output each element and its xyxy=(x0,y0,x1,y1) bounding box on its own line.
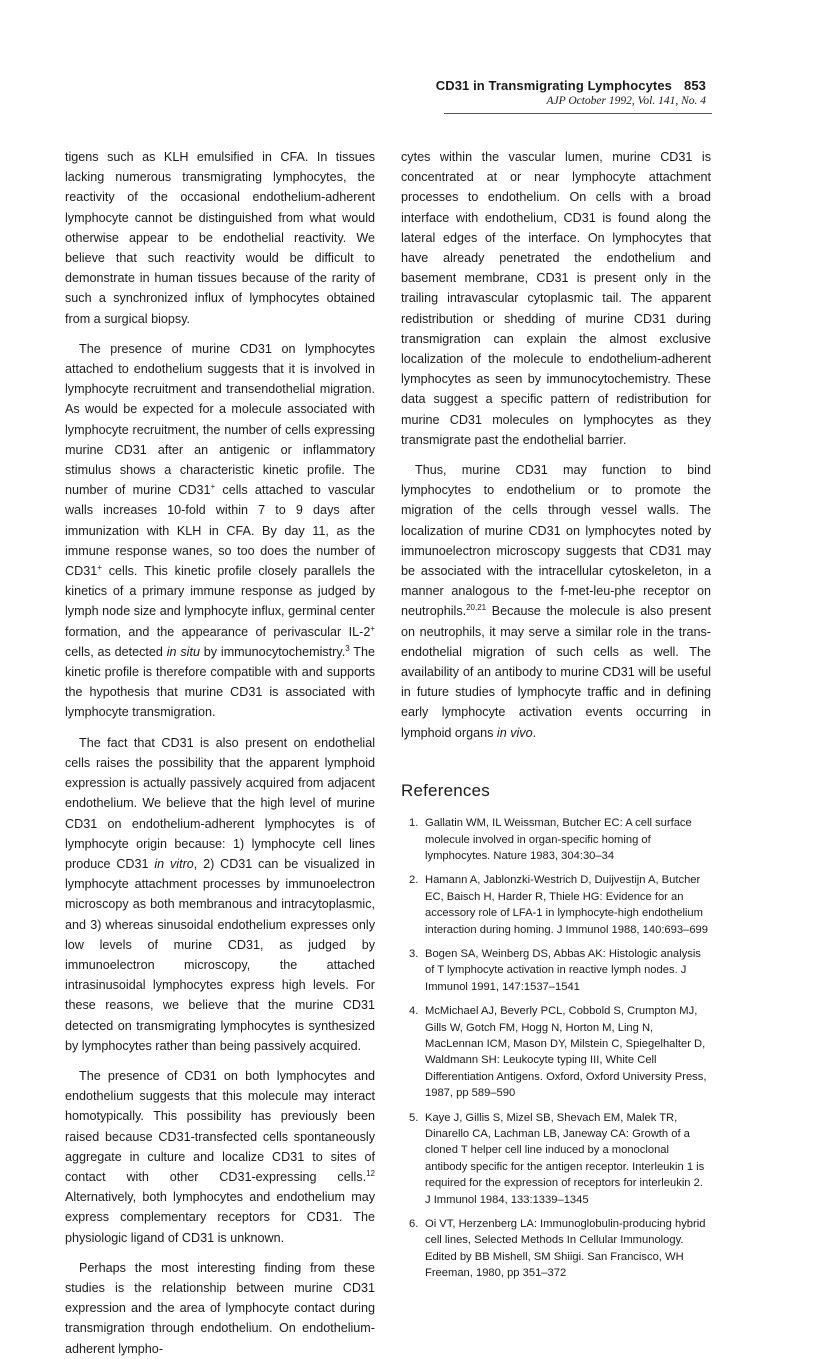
paragraph: The presence of murine CD31 on lymphocytes attached to endothelium suggests that it is involved in lymphocyte recruitment and transendothelial migration. As would be expected for a molecule associated with lymphocyte recruitment, the number of cells expressing murine CD31 after an antigenic or inflammatory stimulus shows a characteristic kinetic profile. The number of murine CD31+ cells attached to vascular walls increases 10-fold within 7 to 9 days after immunization with KLH in CFA. By day 11, as the immune response wanes, so too does the number of CD31+ cells. This kinetic profile closely parallels the kinetics of a primary immune response as judged by lymph node size and lymphocyte influx, germinal center formation, and the appearance of perivascular IL-2+ cells, as detected in situ by immunocytochemistry.$^3$ The kinetic profile is therefore compatible with and supports the hypothesis that murine CD31 is associated with lymphocyte transmigration. xyxy=(65,341,375,720)
header-rule xyxy=(444,113,712,114)
paragraph: tigens such as KLH emulsified in CFA. In tissues lacking numerous transmigrating lymphocytes, the reactivity of the occasional endothelium-adherent lymphocyte cannot be distinguished from what would otherwise appear to be endothelial reactivity. We believe that such reactivity would be difficult to demonstrate in human tissues because of the rarity of such a synchronized influx of lymphocytes obtained from a surgical biopsy. xyxy=(65,150,375,326)
references-heading: References xyxy=(401,780,490,800)
reference-item: 2. Hamann A, Jablonzki-Westrich D, Duijvestijn A, Butcher EC, Baisch H, Harder R, Thiele HG: Evidence for an accessory role of LFA-1 in lymphocyte-high endothelium interaction during homing. J Immunol 1988, 140:693–699 xyxy=(409,874,708,936)
reference-item: 6. Oi VT, Herzenberg LA: Immunoglobulin-producing hybrid cell lines, Selected Methods In Cellular Immunology. Edited by BB Mishell, SM Shiigi. San Francisco, WH Freeman, 1980, pp 351–372 xyxy=(409,1218,706,1280)
paragraph: cytes within the vascular lumen, murine CD31 is concentrated at or near lymphocyte attachment processes to endothelium. On cells with a broad interface with endothelium, CD31 is found along the lateral edges of the interface. On lymphocytes that have already penetrated the endothelium and basement membrane, CD31 is present only in the trailing intravascular cytoplasmic tail. The apparent redistribution or shedding of murine CD31 during transmigration can explain the almost exclusive localization of the molecule to endothelium-adherent lymphocytes as seen by immunocytochemistry. These data suggest a specific pattern of redistribution for murine CD31 molecules on lymphocytes as they transmigrate past the endothelial barrier. xyxy=(401,150,711,447)
reference-item: 1. Gallatin WM, IL Weissman, Butcher EC: A cell surface molecule involved in organ-specific homing of lymphocytes. Nature 1983, 304:30–34 xyxy=(409,817,692,862)
reference-item: 5. Kaye J, Gillis S, Mizel SB, Shevach EM, Malek TR, Dinarello CA, Lachman LB, Janeway CA: Growth of a cloned T helper cell line induced by a monoclonal antibody specific for the antigen receptor. Interleukin 1 is required for the expression of receptors for interleukin 2. J Immunol 1984, 133:1339–1345 xyxy=(409,1111,705,1206)
reference-item: 4. McMichael AJ, Beverly PCL, Cobbold S, Crumpton MJ, Gills W, Gotch FM, Hogg N, Horton M, Ling N, MacLennan ICM, Mason DY, Milstein C, Spiegelhalter D, Waldmann SH: Leukocyte typing III, White Cell Differentiation Antigens. Oxford, Oxford University Press, 1987, pp 589–590 xyxy=(409,1005,707,1100)
running-title: CD31 in Transmigrating Lymphocytes xyxy=(435,78,672,93)
paragraph: Perhaps the most interesting finding from these studies is the relationship between murine CD31 expression and the area of lymphocyte contact during transmigration through endothelium. On endothelium-adherent lympho- xyxy=(65,1260,375,1356)
journal-citation: AJP October 1992, Vol. 141, No. 4 xyxy=(546,95,706,107)
running-header xyxy=(436,78,706,107)
running-title-line xyxy=(436,78,706,93)
reference-item: 3. Bogen SA, Weinberg DS, Abbas AK: Histologic analysis of T lymphocyte activation in reactive lymph nodes. J Immunol 1991, 147:1537–1541 xyxy=(409,947,701,993)
paragraph: The presence of CD31 on both lymphocytes and endothelium suggests that this molecule may interact homotypically. This possibility has previously been raised because CD31-transfected cells spontaneously aggregate in culture and localize CD31 to sites of contact with other CD31-expressing cells.$^{12}$ Alternatively, both lymphocytes and endothelium may express complementary receptors for CD31. The physiologic ligand of CD31 is unknown. xyxy=(65,1068,375,1245)
references-list xyxy=(401,815,711,1282)
paragraph: Thus, murine CD31 may function to bind lymphocytes to endothelium or to promote the migration of the cells through vessel walls. The localization of murine CD31 on lymphocytes noted by immunoelectron microscopy suggests that CD31 may be associated with the intracellular cytoskeleton, in a manner analogous to the f-met-leu-phe receptor on neutrophils.$^{20,21}$ Because the molecule is also present on neutrophils, it may serve a similar role in the trans-endothelial migration of such cells as well. The availability of an antibody to murine CD31 will be useful in future studies of lymphocyte traffic and in defining early lymphocyte activation events occurring in lymphoid organs in vivo. xyxy=(401,463,711,740)
page-number: 853 xyxy=(684,78,706,93)
paragraph: The fact that CD31 is also present on endothelial cells raises the possibility that the apparent lymphoid expression is actually passively acquired from adjacent endothelium. We believe that the high level of murine CD31 on endothelium-adherent lymphocytes is of lymphocyte origin because: 1) lymphocyte cell lines produce CD31 in vitro, 2) CD31 can be visualized in lymphocyte attachment processes by immunoelectron microscopy as both membranous and intracytoplasmic, and 3) whereas sinusoidal endothelium expresses only low levels of murine CD31, as judged by immunoelectron microscopy, the attached intrasinusoidal lymphocytes express high levels. For these reasons, we believe that the murine CD31 detected on transmigrating lymphocytes is synthesized by lymphocytes rather than being passively acquired. xyxy=(65,735,376,1053)
left-column xyxy=(65,147,375,1359)
right-column xyxy=(401,147,711,1290)
